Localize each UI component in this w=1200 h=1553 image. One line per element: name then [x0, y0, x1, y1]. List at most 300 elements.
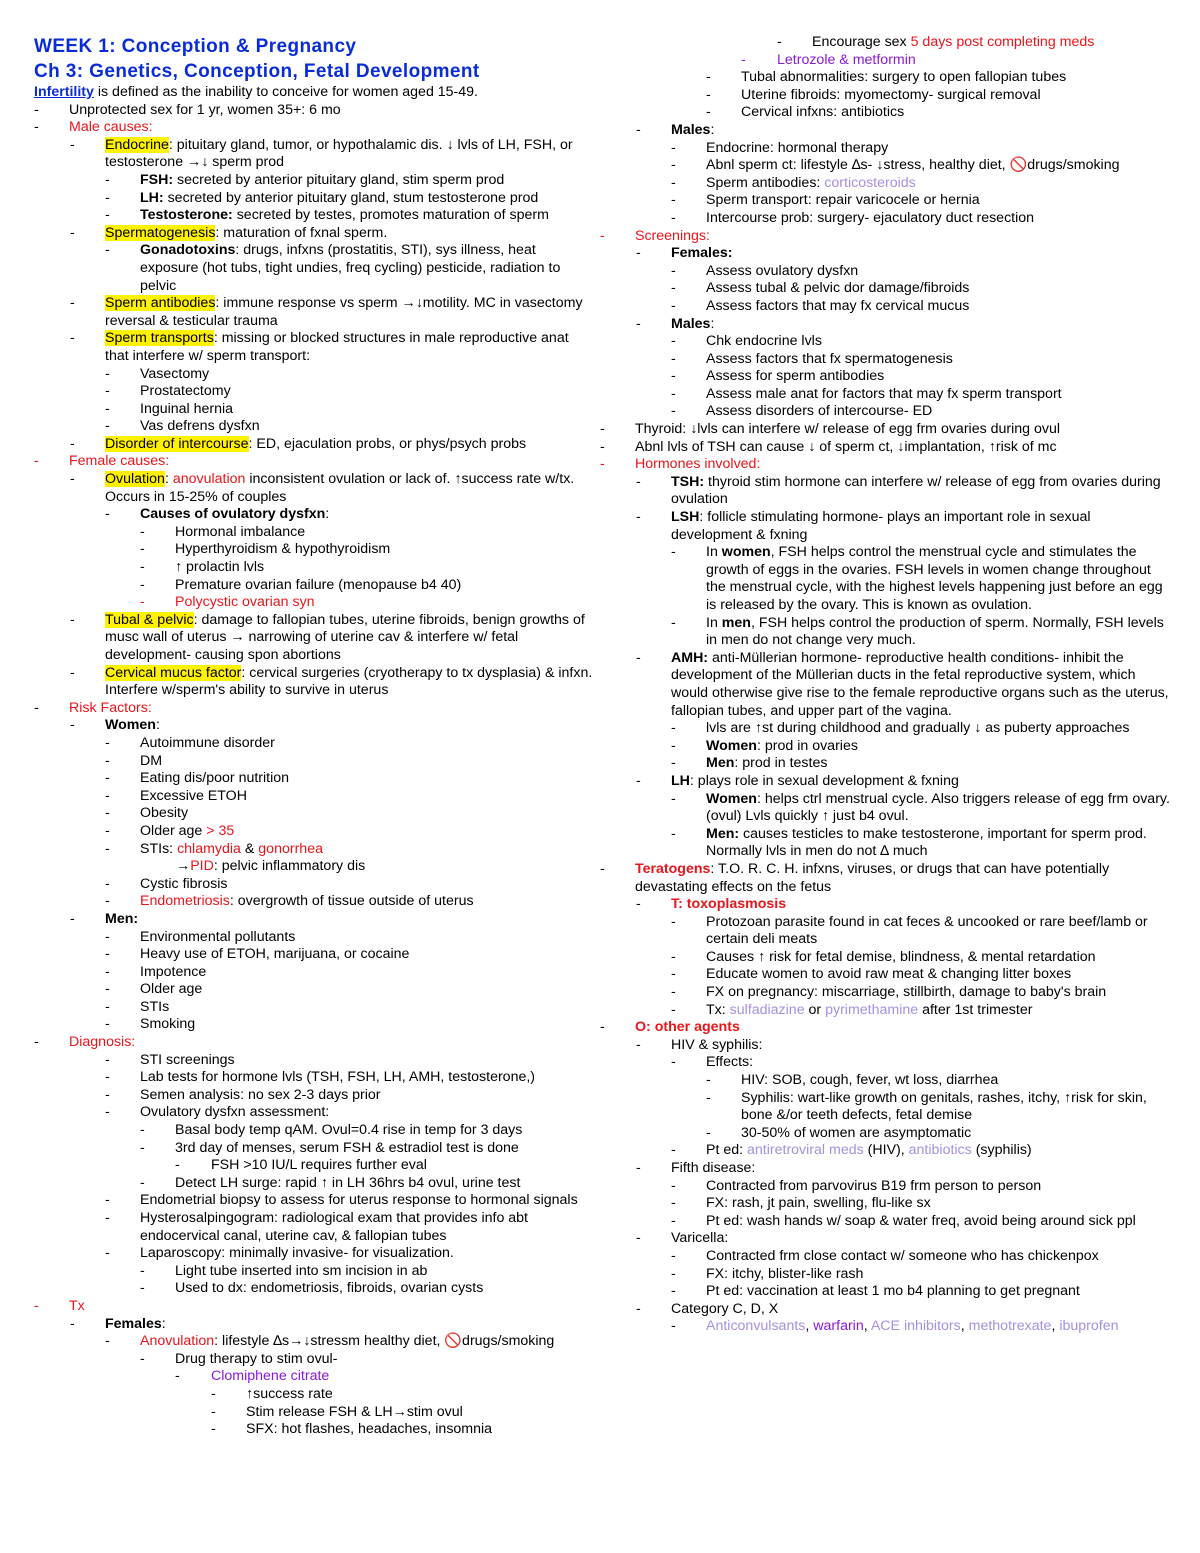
- note-line: [34, 577, 594, 595]
- note-line: [600, 984, 1170, 1002]
- note-line: [600, 1142, 1170, 1160]
- note-line: [34, 295, 594, 330]
- note-line: [600, 1283, 1170, 1301]
- note-text: STI screenings: [140, 1051, 235, 1068]
- note-text: Category C, D, X: [671, 1300, 779, 1317]
- note-text: Causes of ovulatory dysfxn: [140, 506, 326, 523]
- bullet-dash: -: [34, 101, 39, 118]
- note-line: [34, 137, 594, 172]
- note-text: warfarin: [813, 1318, 864, 1335]
- note-text: :: [161, 1315, 166, 1332]
- note-line: [600, 720, 1170, 738]
- bullet-dash: -: [671, 755, 676, 772]
- note-line: [34, 401, 594, 419]
- note-line: [34, 823, 594, 841]
- note-text: FSH:: [140, 171, 174, 188]
- note-text: HIV & syphilis:: [671, 1036, 763, 1053]
- note-text: O: other agents: [635, 1019, 740, 1036]
- note-text: : prod in ovaries: [756, 737, 858, 754]
- bullet-dash: -: [671, 1195, 676, 1212]
- bullet-dash: -: [105, 875, 110, 892]
- note-line: [600, 1072, 1170, 1090]
- note-line: [34, 453, 594, 471]
- bullet-dash: -: [671, 1212, 676, 1229]
- note-text: Female causes:: [69, 453, 170, 470]
- bullet-dash: -: [706, 1124, 711, 1141]
- note-text: : immune response vs sperm →↓motility. MC in vasectomy reversal & testicular trauma: [105, 295, 583, 329]
- note-line: [34, 981, 594, 999]
- note-text: Thyroid: ↓lvls can interfere w/ release of egg frm ovaries during ovul: [635, 421, 1061, 438]
- note-line: [600, 509, 1170, 544]
- bullet-dash: -: [600, 1019, 605, 1036]
- note-line: [600, 228, 1170, 246]
- note-text: Men:: [105, 910, 139, 927]
- note-line: [600, 1266, 1170, 1284]
- bullet-dash: -: [671, 350, 676, 367]
- bullet-dash: -: [70, 664, 75, 681]
- bullet-dash: -: [105, 1051, 110, 1068]
- note-text: anovulation: [172, 471, 246, 488]
- note-text: ,: [960, 1318, 969, 1335]
- bullet-dash: -: [671, 280, 676, 297]
- note-text: DM: [140, 752, 163, 769]
- note-line: [34, 1280, 594, 1298]
- note-text: ACE inhibitors: [870, 1318, 961, 1335]
- note-text: STIs:: [140, 840, 178, 857]
- note-line: [34, 1016, 594, 1034]
- note-text: ,: [805, 1318, 814, 1335]
- note-line: [600, 1090, 1170, 1125]
- note-text: methotrexate: [968, 1318, 1052, 1335]
- note-line: [600, 104, 1170, 122]
- note-text: Excessive ETOH: [140, 787, 247, 804]
- note-text: In: [706, 544, 722, 561]
- note-text: or: [804, 1001, 826, 1018]
- bullet-dash: -: [105, 840, 110, 857]
- note-line: [600, 52, 1170, 70]
- note-line: [34, 999, 594, 1017]
- note-line: [600, 386, 1170, 404]
- note-text: Lab tests for hormone lvls (TSH, FSH, LH, AMH, testosterone,): [140, 1069, 536, 1086]
- note-line: [600, 1301, 1170, 1319]
- bullet-dash: -: [706, 69, 711, 86]
- note-text: secreted by anterior pituitary gland, stim sperm prod: [173, 171, 505, 188]
- note-text: Assess disorders of intercourse- ED: [706, 403, 933, 420]
- note-text: Hyperthyroidism & hypothyroidism: [175, 541, 391, 558]
- note-line: [34, 893, 594, 911]
- bullet-dash: -: [671, 790, 676, 807]
- note-text: PID: [190, 858, 214, 875]
- note-line: [34, 119, 594, 137]
- bullet-dash: -: [671, 1318, 676, 1335]
- note-text: Infertility: [34, 84, 94, 100]
- note-text: Males: [671, 315, 711, 332]
- note-line: [600, 861, 1170, 896]
- note-text: : drugs, infxns (prostatitis, STI), sys illness, heat exposure (hot tubs, tight undies, freq cycling) pesticide, radiation to pelvic: [140, 242, 561, 294]
- note-text: Encourage sex: [812, 34, 911, 50]
- note-text: Educate women to avoid raw meat & changing litter boxes: [706, 966, 1072, 983]
- left-column: [34, 34, 594, 1439]
- note-text: Vasectomy: [140, 365, 210, 382]
- note-line: [34, 1122, 594, 1140]
- note-text: :: [155, 717, 160, 734]
- note-text: : helps ctrl menstrual cycle. Also triggers release of egg frm ovary. (ovul) Lvls quickly ↑ just b4 ovul.: [706, 790, 1170, 825]
- note-text: Tx: [69, 1297, 85, 1314]
- note-text: Drug therapy to stim ovul-: [175, 1350, 338, 1367]
- bullet-dash: -: [636, 245, 641, 262]
- bullet-dash: -: [70, 611, 75, 628]
- bullet-dash: -: [105, 805, 110, 822]
- note-line: [34, 876, 594, 894]
- right-column: [600, 34, 1170, 1336]
- note-text: Used to dx: endometriosis, fibroids, ovarian cysts: [175, 1280, 484, 1297]
- bullet-dash: -: [34, 1297, 39, 1314]
- bullet-dash: -: [105, 207, 110, 224]
- note-text: Women: [706, 737, 757, 754]
- note-line: [34, 805, 594, 823]
- bullet-dash: -: [671, 1177, 676, 1194]
- bullet-dash: -: [671, 1142, 676, 1159]
- note-text: Male causes:: [69, 119, 153, 136]
- bullet-dash: -: [140, 559, 145, 576]
- note-text: ,: [1051, 1318, 1060, 1335]
- bullet-dash: -: [105, 770, 110, 787]
- bullet-dash: -: [636, 315, 641, 332]
- note-text: Anticonvulsants: [706, 1318, 806, 1335]
- note-text: Cystic fibrosis: [140, 875, 228, 892]
- bullet-dash: -: [105, 171, 110, 188]
- bullet-dash: -: [105, 365, 110, 382]
- bullet-dash: -: [671, 544, 676, 561]
- bullet-dash: -: [211, 1403, 216, 1420]
- bullet-dash: -: [140, 1174, 145, 1191]
- note-text: FX on pregnancy: miscarriage, stillbirth, damage to baby's brain: [706, 984, 1107, 1001]
- note-line: [600, 1125, 1170, 1143]
- note-line: [34, 612, 594, 665]
- bullet-dash: -: [70, 1315, 75, 1332]
- note-text: secreted by testes, promotes maturation of sperm: [232, 207, 549, 224]
- note-text: Females:: [671, 245, 733, 262]
- bullet-dash: -: [671, 262, 676, 279]
- bullet-dash: -: [105, 189, 110, 206]
- note-line: [600, 738, 1170, 756]
- note-text: In: [706, 614, 722, 631]
- bullet-dash: -: [105, 734, 110, 751]
- bullet-dash: -: [105, 822, 110, 839]
- note-line: [34, 1368, 594, 1386]
- note-line: [34, 366, 594, 384]
- note-text: Men:: [706, 825, 740, 842]
- note-line: [600, 368, 1170, 386]
- bullet-dash: -: [140, 576, 145, 593]
- note-text: : lifestyle ∆s→↓stressm healthy diet, 🚫drugs/smoking: [214, 1333, 555, 1350]
- note-line: [600, 333, 1170, 351]
- note-text: secreted by anterior pituitary gland, stum testosterone prod: [163, 189, 539, 206]
- note-text: Fifth disease:: [671, 1160, 756, 1176]
- note-line: [34, 559, 594, 577]
- note-line: [34, 735, 594, 753]
- note-text: T: toxoplasmosis: [671, 896, 787, 913]
- bullet-dash: -: [105, 1245, 110, 1262]
- note-text: Pt ed: vaccination at least 1 mo b4 planning to get pregnant: [706, 1283, 1080, 1300]
- note-line: [34, 172, 594, 190]
- bullet-dash: -: [105, 1210, 110, 1226]
- note-line: [600, 755, 1170, 773]
- note-line: [600, 1195, 1170, 1213]
- note-text: > 35: [206, 822, 235, 839]
- note-text: Gonadotoxins: [140, 242, 236, 259]
- note-line: [34, 929, 594, 947]
- note-line: [34, 753, 594, 771]
- note-text: Women: [105, 717, 156, 734]
- note-line: [600, 791, 1170, 826]
- note-text: Teratogens: [635, 860, 711, 877]
- note-text: sulfadiazine: [729, 1001, 805, 1018]
- bullet-dash: -: [671, 385, 676, 402]
- bullet-dash: -: [671, 737, 676, 754]
- note-text: Effects:: [706, 1054, 754, 1071]
- note-text: Varicella:: [671, 1230, 729, 1247]
- note-text: Diagnosis:: [69, 1034, 136, 1051]
- bullet-dash: -: [600, 421, 605, 438]
- note-text: : prod in testes: [734, 755, 828, 772]
- bullet-dash: -: [671, 1283, 676, 1300]
- note-text: : ED, ejaculation probs, or phys/psych probs: [248, 435, 527, 452]
- note-text: Autoimmune disorder: [140, 734, 275, 751]
- bullet-dash: -: [34, 1034, 39, 1051]
- note-text: Obesity: [140, 805, 189, 822]
- note-text: causes testicles to make testosterone, important for sperm prod. Normally lvls in men do not ∆ much: [706, 825, 1147, 860]
- bullet-dash: -: [105, 1104, 110, 1121]
- note-text: &: [240, 840, 259, 857]
- note-line: [600, 298, 1170, 316]
- note-text: lvls are ↑st during childhood and gradually ↓ as puberty approaches: [706, 720, 1130, 737]
- bullet-dash: -: [636, 896, 641, 913]
- note-text: Assess ovulatory dysfxn: [706, 262, 859, 279]
- bullet-dash: -: [105, 506, 110, 523]
- bullet-dash: -: [671, 984, 676, 1001]
- note-text: Tubal & pelvic: [105, 611, 194, 628]
- note-text: Risk Factors:: [69, 699, 152, 716]
- note-text: Assess male anat for factors that may fx sperm transport: [706, 385, 1062, 402]
- note-line: [34, 1210, 594, 1245]
- note-text: ↑success rate: [246, 1385, 333, 1402]
- note-line: [600, 1160, 1170, 1178]
- bullet-dash: -: [140, 594, 145, 611]
- bullet-dash: -: [140, 523, 145, 540]
- note-line: [34, 1034, 594, 1052]
- note-text: Environmental pollutants: [140, 928, 296, 945]
- note-line: [600, 1178, 1170, 1196]
- note-text: Clomiphene citrate: [211, 1368, 330, 1385]
- note-text: 3rd day of menses, serum FSH & estradiol test is done: [175, 1139, 519, 1156]
- note-text: Laparoscopy: minimally invasive- for visualization.: [140, 1245, 454, 1262]
- bullet-dash: -: [105, 963, 110, 980]
- bullet-dash: -: [636, 1230, 641, 1247]
- note-line: [600, 474, 1170, 509]
- bullet-dash: -: [671, 139, 676, 156]
- note-line: [600, 122, 1170, 140]
- note-line: [600, 316, 1170, 334]
- note-line: [34, 190, 594, 208]
- note-line: [34, 84, 594, 102]
- note-text: Sperm transports: [105, 330, 214, 347]
- bullet-dash: -: [671, 157, 676, 174]
- note-line: [34, 770, 594, 788]
- bullet-dash: -: [706, 1072, 711, 1089]
- note-text: : follicle stimulating hormone- plays an important role in sexual development & fxning: [671, 509, 1091, 543]
- note-text: Testosterone:: [140, 207, 233, 224]
- note-text: :: [710, 315, 715, 332]
- note-text: Hormonal imbalance: [175, 523, 306, 540]
- bullet-dash: -: [636, 772, 641, 789]
- note-line: [34, 841, 594, 859]
- note-text: Intercourse prob: surgery- ejaculatory duct resection: [706, 209, 1035, 226]
- note-text: ,: [863, 1318, 871, 1335]
- note-text: Sperm antibodies:: [706, 174, 825, 191]
- bullet-dash: -: [70, 330, 75, 347]
- note-text: Assess factors that fx spermatogenesis: [706, 350, 953, 367]
- note-line: [34, 1421, 594, 1439]
- note-line: [600, 615, 1170, 650]
- right-notes-list: [600, 34, 1170, 1336]
- note-text: anti-Müllerian hormone- reproductive health conditions- inhibit the development of the Müllerian ducts in the fetal reproductive system, which would otherwise give rise to the female reproductive organs such as the uterus, fallopian tubes, and upper part of the vagina.: [671, 649, 1169, 719]
- bullet-dash: -: [105, 752, 110, 769]
- note-line: [34, 418, 594, 436]
- note-line: [600, 157, 1170, 175]
- note-text: Hysterosalpingogram: radiological exam that provides info abt endocervical canal, uterine cav, & fallopian tubes: [140, 1210, 528, 1244]
- bullet-dash: -: [671, 1265, 676, 1282]
- note-text: FSH >10 IU/L requires further eval: [211, 1157, 427, 1174]
- note-text: : plays role in sexual development & fxning: [689, 772, 959, 789]
- note-text: Assess tubal & pelvic dor damage/fibroids: [706, 280, 970, 297]
- bullet-dash: -: [34, 699, 39, 716]
- note-line: [600, 34, 1170, 52]
- note-text: Anovulation: [140, 1333, 215, 1350]
- note-line: [34, 911, 594, 929]
- note-line: [34, 506, 594, 524]
- note-text: Light tube inserted into sm incision in ab: [175, 1262, 428, 1279]
- bullet-dash: -: [140, 1280, 145, 1297]
- note-text: Older age: [140, 981, 203, 998]
- note-line: [34, 207, 594, 225]
- note-text: SFX: hot flashes, headaches, insomnia: [246, 1421, 493, 1438]
- bullet-dash: -: [671, 192, 676, 209]
- note-line: [34, 330, 594, 365]
- note-line: [34, 1245, 594, 1263]
- note-line: [34, 700, 594, 718]
- note-text: (syphilis): [971, 1142, 1032, 1159]
- bullet-dash: -: [105, 1016, 110, 1033]
- note-text: , FSH helps control the production of sperm. Normally, FSH levels in men do not change very much.: [706, 614, 1164, 649]
- note-text: Polycystic ovarian syn: [175, 594, 315, 611]
- bullet-dash: -: [105, 242, 110, 259]
- note-text: gonorrhea: [258, 840, 323, 857]
- note-text: :: [164, 471, 173, 488]
- note-line: [600, 403, 1170, 421]
- bullet-dash: -: [671, 368, 676, 385]
- bullet-dash: -: [636, 1036, 641, 1053]
- note-text: (HIV),: [863, 1142, 909, 1159]
- note-line: [600, 175, 1170, 193]
- note-text: Detect LH surge: rapid ↑ in LH 36hrs b4 ovul, urine test: [175, 1174, 521, 1191]
- note-line: [600, 87, 1170, 105]
- week-heading: WEEK 1: Conception & Pregnancy: [34, 36, 357, 57]
- note-text: Vas defrens dysfxn: [140, 418, 260, 435]
- note-text: Older age: [140, 822, 207, 839]
- bullet-dash: -: [636, 473, 641, 490]
- bullet-dash: -: [636, 121, 641, 138]
- note-line: [34, 1175, 594, 1193]
- note-text: Endometriosis: [140, 893, 230, 910]
- note-text: women: [721, 544, 771, 561]
- note-line: [34, 225, 594, 243]
- note-text: Sperm antibodies: [105, 295, 216, 312]
- bullet-dash: -: [105, 981, 110, 998]
- note-text: Assess factors that may fx cervical mucus: [706, 297, 970, 314]
- note-line: [34, 102, 594, 120]
- note-line: [600, 1248, 1170, 1266]
- bullet-dash: -: [671, 1054, 676, 1071]
- note-text: corticosteroids: [824, 174, 916, 191]
- bullet-dash: -: [70, 435, 75, 452]
- note-text: Females: [105, 1315, 162, 1332]
- note-line: [600, 1037, 1170, 1055]
- note-line: [34, 1386, 594, 1404]
- bullet-dash: -: [70, 136, 75, 153]
- note-line: [600, 421, 1170, 439]
- note-text: Contracted frm close contact w/ someone who has chickenpox: [706, 1247, 1099, 1264]
- bullet-dash: -: [140, 1262, 145, 1279]
- note-line: [600, 1318, 1170, 1336]
- note-text: : T.O. R. C. H. infxns, viruses, or drugs that can have potentially devastating effects on the fetus: [635, 860, 1110, 895]
- bullet-dash: -: [105, 946, 110, 963]
- bullet-dash: -: [105, 1086, 110, 1103]
- note-text: AMH:: [671, 649, 709, 666]
- note-text: Abnl sperm ct: lifestyle ∆s- ↓stress, healthy diet, 🚫drugs/smoking: [706, 157, 1120, 174]
- note-text: : pelvic inflammatory dis: [213, 858, 366, 875]
- note-text: Pt ed: wash hands w/ soap & water freq, avoid being around sick ppl: [706, 1212, 1136, 1229]
- note-text: thyroid stim hormone can interfere w/ release of egg from ovaries during ovulation: [671, 473, 1161, 508]
- bullet-dash: -: [34, 453, 39, 470]
- bullet-dash: -: [671, 333, 676, 350]
- note-line: [600, 140, 1170, 158]
- note-text: :: [710, 121, 715, 138]
- note-text: Males: [671, 121, 711, 138]
- note-line: [600, 1230, 1170, 1248]
- note-line: [600, 1054, 1170, 1072]
- note-text: Syphilis: wart-like growth on genitals, rashes, itchy, ↑risk for skin, bone &/or teeth defects, fetal demise: [741, 1089, 1147, 1124]
- note-line: [34, 1052, 594, 1070]
- bullet-dash: -: [671, 614, 676, 631]
- bullet-dash: -: [175, 1157, 180, 1174]
- note-line: [34, 1263, 594, 1281]
- note-line: [34, 788, 594, 806]
- note-text: STIs: [140, 998, 170, 1015]
- note-line: [34, 964, 594, 982]
- bullet-dash: -: [105, 418, 110, 435]
- note-text: , FSH helps control the menstrual cycle and stimulates the growth of eggs in the ovaries. FSH levels in women change throughout the menstrual cycle, with the highest levels happening just before an egg is released by the ovary. This is known as ovulation.: [706, 544, 1163, 613]
- note-text: Inguinal hernia: [140, 400, 234, 417]
- note-line: [34, 1192, 594, 1210]
- bullet-dash: -: [636, 509, 641, 526]
- note-text: Heavy use of ETOH, marijuana, or cocaine: [140, 946, 410, 963]
- bullet-dash: -: [105, 400, 110, 417]
- note-line: [34, 471, 594, 506]
- note-text: Pt ed:: [706, 1142, 748, 1159]
- bullet-dash: -: [105, 1069, 110, 1086]
- note-text: Endocrine: [105, 136, 169, 153]
